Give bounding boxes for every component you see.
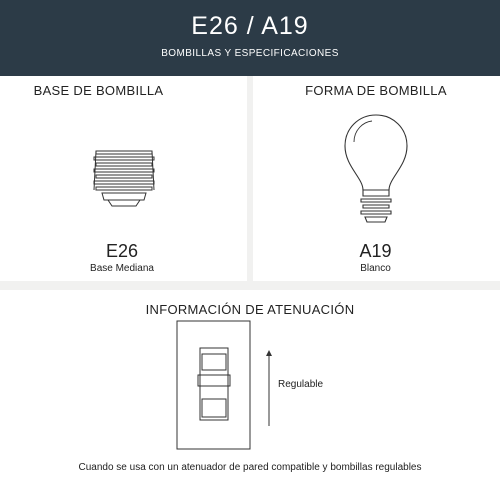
light-bulb-icon xyxy=(341,112,411,228)
height-dimension-icon xyxy=(264,350,274,430)
dimming-info-card xyxy=(0,290,500,500)
bulb-shape-description: Blanco xyxy=(360,263,391,274)
bulb-shape-value: A19 xyxy=(359,241,392,261)
page-title: E26 / A19 xyxy=(191,12,309,40)
wall-dimmer-icon xyxy=(176,320,251,450)
bulb-base-description: Base Mediana xyxy=(90,263,154,274)
bulb-base-value: E26 xyxy=(105,241,139,261)
bulb-base-icon xyxy=(90,148,160,210)
dimming-footnote: Cuando se usa con un atenuador de pared compatible y bombillas regulables xyxy=(78,462,422,473)
bulb-base-title: BASE DE BOMBILLA xyxy=(33,83,164,98)
bulb-base-card xyxy=(0,76,247,281)
page-subtitle: BOMBILLAS Y ESPECIFICACIONES xyxy=(161,48,339,59)
bulb-shape-card xyxy=(253,76,500,281)
bulb-shape-title: FORMA DE BOMBILLA xyxy=(305,83,447,98)
dimming-info-title: INFORMACIÓN DE ATENUACIÓN xyxy=(145,302,355,317)
dimmer-label: Regulable xyxy=(278,379,324,390)
page-header xyxy=(0,0,500,76)
